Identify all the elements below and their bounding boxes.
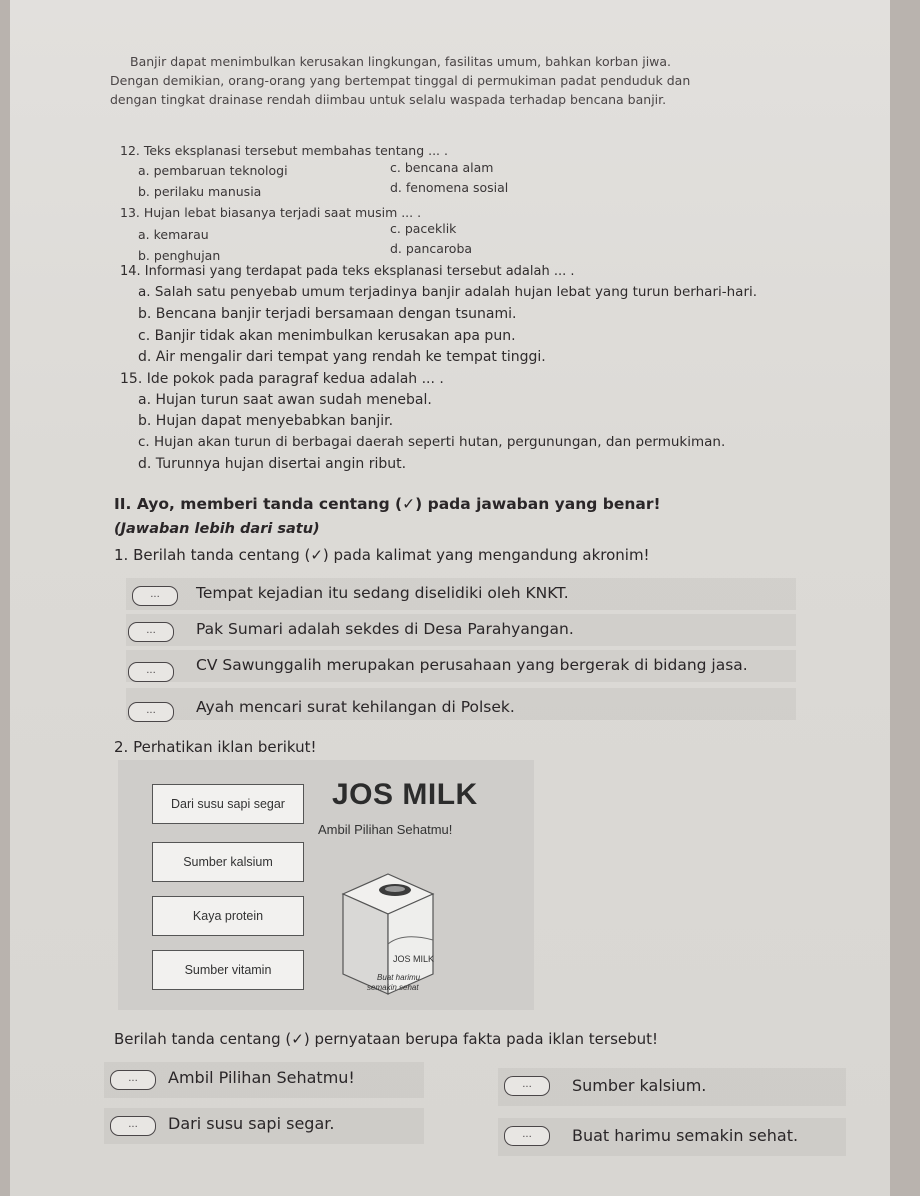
milk-carton-icon <box>323 844 453 1004</box>
statement-text: Tempat kejadian itu sedang diselidiki oleh KNKT. <box>196 584 569 602</box>
ad-label: Sumber vitamin <box>152 950 304 990</box>
q14-option-d[interactable]: d. Air mengalir dari tempat yang rendah ke tempat tinggi. <box>138 349 546 365</box>
q12-option-c[interactable]: c. bencana alam <box>390 160 494 175</box>
question-15: 15. Ide pokok pada paragraf kedua adalah ... . <box>120 371 444 387</box>
question-13: 13. Hujan lebat biasanya terjadi saat musim ... . <box>120 205 422 220</box>
milk-advertisement <box>118 760 534 1010</box>
q14-option-a[interactable]: a. Salah satu penyebab umum terjadinya banjir adalah hujan lebat yang turun berhari-hari. <box>138 284 758 300</box>
fact-statement: Dari susu sapi segar. <box>168 1114 335 1133</box>
q14-option-c[interactable]: c. Banjir tidak akan menimbulkan kerusakan apa pun. <box>138 328 516 344</box>
ad-label: Kaya protein <box>152 896 304 936</box>
ad-brand-title: JOS MILK <box>332 778 478 811</box>
passage-line: dengan tingkat drainase rendah diimbau untuk selalu waspada terhadap bencana banjir. <box>110 92 667 107</box>
checkbox[interactable]: ... <box>110 1070 156 1090</box>
q15-option-a[interactable]: a. Hujan turun saat awan sudah menebal. <box>138 392 432 408</box>
checkbox[interactable]: ... <box>132 586 178 606</box>
carton-brand: JOS MILK <box>393 954 435 964</box>
section-2-heading: II. Ayo, memberi tanda centang (✓) pada jawaban yang benar! <box>114 495 661 513</box>
checkbox[interactable]: ... <box>128 702 174 722</box>
ad-label: Sumber kalsium <box>152 842 304 882</box>
item-2-question: 2. Perhatikan iklan berikut! <box>114 738 317 756</box>
carton-slogan: semakin sehat <box>367 983 419 992</box>
q15-option-b[interactable]: b. Hujan dapat menyebabkan banjir. <box>138 413 394 429</box>
q12-option-d[interactable]: d. fenomena sosial <box>390 180 509 195</box>
item-2-instruction: Berilah tanda centang (✓) pernyataan berupa fakta pada iklan tersebut! <box>114 1030 659 1048</box>
item-1-question: 1. Berilah tanda centang (✓) pada kalimat yang mengandung akronim! <box>114 546 650 564</box>
q12-option-a[interactable]: a. pembaruan teknologi <box>138 163 288 178</box>
q13-option-d[interactable]: d. pancaroba <box>390 241 473 256</box>
ad-label: Dari susu sapi segar <box>152 784 304 824</box>
worksheet-page <box>10 0 890 1196</box>
statement-text: CV Sawunggalih merupakan perusahaan yang bergerak di bidang jasa. <box>196 656 748 674</box>
checkbox[interactable]: ... <box>504 1126 550 1146</box>
q14-option-b[interactable]: b. Bencana banjir terjadi bersamaan dengan tsunami. <box>138 306 517 322</box>
checkbox[interactable]: ... <box>504 1076 550 1096</box>
passage-line: Dengan demikian, orang-orang yang bertempat tinggal di permukiman padat penduduk dan <box>110 73 691 88</box>
checkbox[interactable]: ... <box>128 622 174 642</box>
question-14: 14. Informasi yang terdapat pada teks eksplanasi tersebut adalah ... . <box>120 264 575 279</box>
q13-option-b[interactable]: b. penghujan <box>138 248 221 263</box>
q13-option-a[interactable]: a. kemarau <box>138 227 209 242</box>
fact-statement: Sumber kalsium. <box>572 1076 707 1095</box>
statement-text: Ayah mencari surat kehilangan di Polsek. <box>196 698 515 716</box>
q15-option-d[interactable]: d. Turunnya hujan disertai angin ribut. <box>138 456 407 472</box>
q12-option-b[interactable]: b. perilaku manusia <box>138 184 262 199</box>
fact-statement: Buat harimu semakin sehat. <box>572 1126 799 1145</box>
q13-option-c[interactable]: c. paceklik <box>390 221 457 236</box>
passage-line: Banjir dapat menimbulkan kerusakan lingkungan, fasilitas umum, bahkan korban jiwa. <box>130 54 672 69</box>
fact-statement: Ambil Pilihan Sehatmu! <box>168 1068 355 1087</box>
checkbox[interactable]: ... <box>110 1116 156 1136</box>
section-2-note: (Jawaban lebih dari satu) <box>114 521 320 537</box>
passage <box>110 52 691 109</box>
question-12: 12. Teks eksplanasi tersebut membahas tentang ... . <box>120 143 448 158</box>
ad-tagline: Ambil Pilihan Sehatmu! <box>318 822 453 837</box>
checkbox[interactable]: ... <box>128 662 174 682</box>
q15-option-c[interactable]: c. Hujan akan turun di berbagai daerah seperti hutan, pergunungan, dan permukiman. <box>138 434 726 450</box>
carton-slogan: Buat harimu <box>377 973 421 982</box>
statement-text: Pak Sumari adalah sekdes di Desa Parahyangan. <box>196 620 574 638</box>
